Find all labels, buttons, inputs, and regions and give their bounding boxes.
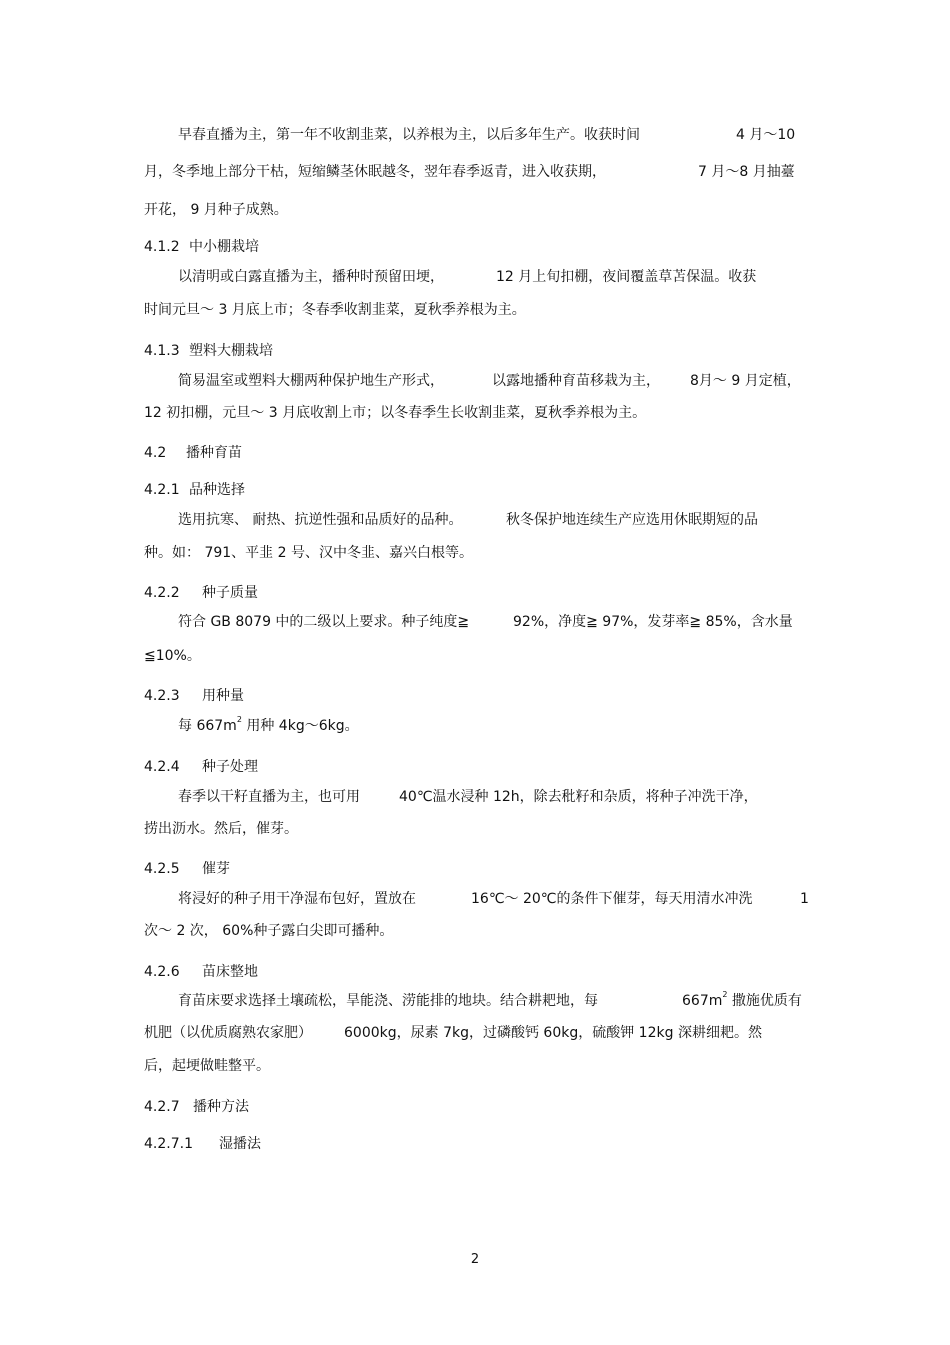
section-title: 湿播法 <box>219 1136 261 1152</box>
paragraph-line <box>0 299 950 321</box>
section-heading <box>0 442 950 464</box>
paragraph-line <box>0 402 950 424</box>
paragraph-line <box>0 509 950 531</box>
section-number: 4.2.3 <box>144 688 180 704</box>
text: 用种 4kg～6kg。 <box>241 718 359 734</box>
text: 机肥（以优质腐熟农家肥） <box>144 1025 312 1041</box>
paragraph-line <box>0 645 950 667</box>
section-title: 播种方法 <box>193 1099 249 1115</box>
paragraph-line <box>0 920 950 942</box>
text: 捞出沥水。然后，催芽。 <box>144 821 298 837</box>
text: 8月～ 9 月定植， <box>690 373 801 389</box>
section-title: 种子质量 <box>202 585 258 601</box>
section-heading <box>0 1096 950 1118</box>
section-title: 催芽 <box>202 861 230 877</box>
text: ≦10%。 <box>144 648 201 664</box>
paragraph-line <box>0 888 950 910</box>
section-heading <box>0 340 950 362</box>
section-number: 4.2 <box>144 445 167 461</box>
section-number: 4.2.4 <box>144 759 180 775</box>
section-title: 中小棚栽培 <box>189 239 259 255</box>
section-title: 品种选择 <box>189 482 245 498</box>
paragraph-line <box>0 266 950 288</box>
paragraph-line <box>0 161 950 183</box>
text: 92%，净度≧ 97%，发芽率≧ 85%，含水量 <box>513 614 793 630</box>
paragraph-line <box>0 124 950 146</box>
paragraph-line <box>0 818 950 840</box>
section-title: 用种量 <box>202 688 244 704</box>
section-number: 4.1.2 <box>144 239 180 255</box>
paragraph-line <box>0 715 950 737</box>
text: 每 667m <box>178 718 237 734</box>
text: 简易温室或塑料大棚两种保护地生产形式， <box>178 373 444 389</box>
section-heading <box>0 1133 950 1155</box>
text: 开花， 9 月种子成熟。 <box>144 202 288 218</box>
text: 16℃～ 20℃的条件下催芽，每天用清水冲洗 <box>471 891 753 907</box>
text: 秋冬保护地连续生产应选用休眠期短的品 <box>506 512 758 528</box>
section-number: 4.2.6 <box>144 964 180 980</box>
paragraph-line <box>0 542 950 564</box>
text: 7 月～8 月抽薹 <box>698 164 795 180</box>
section-number: 4.2.7 <box>144 1099 180 1115</box>
paragraph-line <box>0 1055 950 1077</box>
superscript: 2 <box>236 715 242 724</box>
section-title: 塑料大棚栽培 <box>189 343 273 359</box>
text: 将浸好的种子用干净湿布包好，置放在 <box>178 891 416 907</box>
section-heading <box>0 236 950 258</box>
paragraph-line <box>0 990 950 1012</box>
section-number: 4.2.5 <box>144 861 180 877</box>
text: 40℃温水浸种 12h，除去秕籽和杂质，将种子冲洗干净， <box>399 789 758 805</box>
paragraph-line <box>0 1022 950 1044</box>
text: 早春直播为主，第一年不收割韭菜，以养根为主，以后多年生产。收获时间 <box>178 127 640 143</box>
paragraph-line <box>0 786 950 808</box>
text: 选用抗寒、 耐热、抗逆性强和品质好的品种。 <box>178 512 463 528</box>
section-heading <box>0 858 950 880</box>
section-title: 苗床整地 <box>202 964 258 980</box>
text: 12 月上旬扣棚，夜间覆盖草苫保温。收获 <box>496 269 757 285</box>
section-number: 4.2.1 <box>144 482 180 498</box>
text: 时间元旦～ 3 月底上市；冬春季收割韭菜，夏秋季养根为主。 <box>144 302 526 318</box>
section-title: 播种育苗 <box>186 445 242 461</box>
section-heading <box>0 756 950 778</box>
section-number: 4.2.7.1 <box>144 1136 193 1152</box>
text: 后，起埂做畦整平。 <box>144 1058 270 1074</box>
text: 种。如： 791、平韭 2 号、汉中冬韭、嘉兴白根等。 <box>144 545 473 561</box>
section-heading <box>0 961 950 983</box>
section-title: 种子处理 <box>202 759 258 775</box>
paragraph-line <box>0 611 950 633</box>
text: 符合 GB 8079 中的二级以上要求。种子纯度≧ <box>178 614 470 630</box>
text: 以清明或白露直播为主，播种时预留田埂， <box>178 269 444 285</box>
text: 12 初扣棚，元旦～ 3 月底收割上市；以冬春季生长收割韭菜，夏秋季养根为主。 <box>144 405 647 421</box>
text: 月，冬季地上部分干枯，短缩鳞茎休眠越冬，翌年春季返青，进入收获期， <box>144 164 606 180</box>
section-heading <box>0 479 950 501</box>
section-number: 4.1.3 <box>144 343 180 359</box>
text <box>682 990 802 1012</box>
text: 撒施优质有 <box>727 993 802 1009</box>
text <box>178 715 359 737</box>
superscript: 2 <box>722 990 728 999</box>
text: 以露地播种育苗移栽为主， <box>492 373 660 389</box>
section-heading <box>0 685 950 707</box>
page-number: 2 <box>470 1252 480 1267</box>
text: 育苗床要求选择土壤疏松，旱能浇、涝能排的地块。结合耕耙地，每 <box>178 993 598 1009</box>
text: 春季以干籽直播为主，也可用 <box>178 789 360 805</box>
text: 1 <box>800 891 809 907</box>
text: 次～ 2 次， 60%种子露白尖即可播种。 <box>144 923 394 939</box>
section-heading <box>0 582 950 604</box>
section-number: 4.2.2 <box>144 585 180 601</box>
text: 667m <box>682 993 723 1009</box>
paragraph-line <box>0 370 950 392</box>
paragraph-line <box>0 199 950 221</box>
text: 6000kg，尿素 7kg，过磷酸钙 60kg，硫酸钾 12kg 深耕细耙。然 <box>344 1025 762 1041</box>
text: 4 月～10 <box>736 127 796 143</box>
